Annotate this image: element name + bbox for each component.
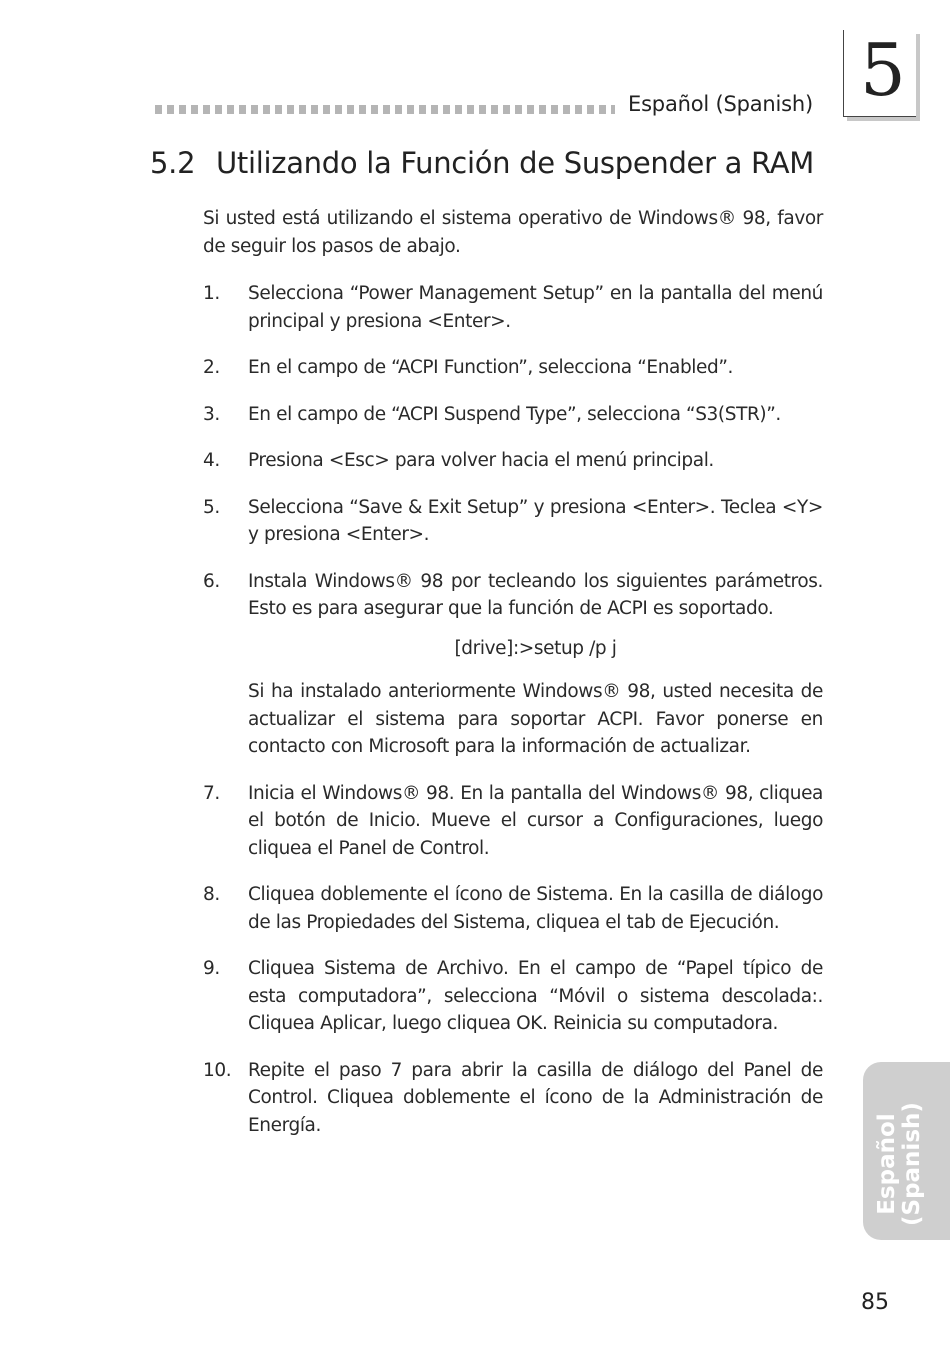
step-number: 10. bbox=[203, 1059, 232, 1081]
page-number: 85 bbox=[861, 1290, 889, 1315]
chapter-number: 5 bbox=[860, 28, 906, 112]
side-tab-line1: Español bbox=[874, 1113, 900, 1215]
step-number: 3. bbox=[203, 403, 220, 425]
side-tab-line2: (Spanish) bbox=[899, 1102, 925, 1226]
step-number: 9. bbox=[203, 958, 220, 979]
step-number: 2. bbox=[203, 357, 220, 378]
list-item bbox=[203, 568, 823, 761]
step-number: 5. bbox=[203, 496, 220, 518]
step-text: Instala Windows® 98 por tecleando los siguientes parámetros. Esto es para asegurar que la función de ACPI es soportado. bbox=[248, 570, 823, 619]
intro-paragraph: Si usted está utilizando el sistema operativo de Windows® 98, favor de seguir los pasos de abajo. bbox=[203, 208, 823, 257]
step-text: Cliquea Sistema de Archivo. En el campo de “Papel típico de esta computadora”, selecciona “Móvil o sistema descolada:. Cliquea Aplicar, luego cliquea OK. Reinicia su computadora. bbox=[248, 958, 823, 1034]
step-text: Inicia el Windows® 98. En la pantalla del Windows® 98, cliquea el botón de Inicio. Mueve el cursor a Configuraciones, luego cliquea el Panel de Control. bbox=[248, 782, 823, 859]
list-item bbox=[203, 354, 823, 382]
steps-list bbox=[203, 280, 823, 1158]
list-item bbox=[203, 280, 823, 335]
header-language: Español (Spanish) bbox=[628, 92, 813, 116]
step-number: 4. bbox=[203, 450, 220, 471]
step-number: 6. bbox=[203, 570, 220, 592]
list-item bbox=[203, 780, 823, 863]
header-dotted-rule bbox=[155, 105, 615, 114]
step-text: Repite el paso 7 para abrir la casilla de diálogo del Panel de Control. Cliquea doblemente el ícono de la Administración de Energía. bbox=[248, 1059, 823, 1136]
setup-command: [drive]:>setup /p j bbox=[454, 637, 617, 659]
list-item bbox=[203, 1057, 823, 1140]
step-note: Si ha instalado anteriormente Windows® 98, usted necesita de actualizar el sistema para soportar ACPI. Favor ponerse en contacto con Microsoft para la información de actualizar. bbox=[248, 681, 823, 757]
step-text: Selecciona “Save & Exit Setup” y presiona <Enter>. Teclea <Y> y presiona <Enter>. bbox=[248, 496, 823, 545]
step-number: 7. bbox=[203, 782, 220, 804]
step-text: Cliquea doblemente el ícono de Sistema. En la casilla de diálogo de las Propiedades del Sistema, cliquea el tab de Ejecución. bbox=[248, 884, 823, 933]
list-item bbox=[203, 881, 823, 936]
side-tab-label bbox=[875, 1102, 925, 1226]
section-number: 5.2 bbox=[150, 146, 196, 180]
step-number: 8. bbox=[203, 884, 220, 905]
step-text: Presiona <Esc> para volver hacia el menú principal. bbox=[248, 450, 714, 471]
list-item bbox=[203, 447, 823, 475]
step-text: Selecciona “Power Management Setup” en la pantalla del menú principal y presiona <Enter>. bbox=[248, 283, 823, 332]
list-item bbox=[203, 955, 823, 1038]
step-number: 1. bbox=[203, 283, 220, 304]
section-title-text: Utilizando la Función de Suspender a RAM bbox=[216, 146, 814, 180]
list-item bbox=[203, 494, 823, 549]
section-title bbox=[150, 146, 814, 180]
list-item bbox=[203, 401, 823, 429]
step-text: En el campo de “ACPI Function”, selecciona “Enabled”. bbox=[248, 357, 734, 378]
step-text: En el campo de “ACPI Suspend Type”, selecciona “S3(STR)”. bbox=[248, 403, 781, 425]
